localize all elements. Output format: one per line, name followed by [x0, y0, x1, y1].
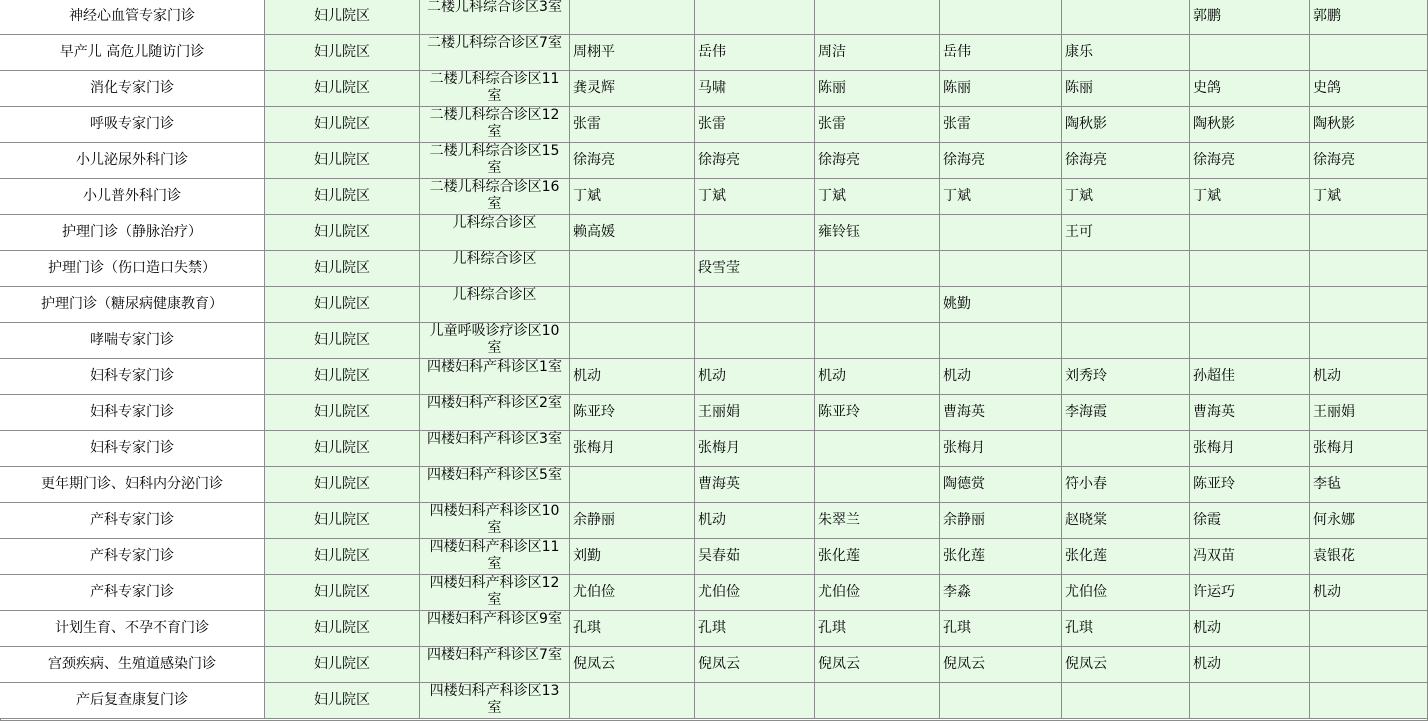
doctor-cell[interactable]: 徐海亮	[815, 143, 940, 179]
clinic-name-cell[interactable]: 更年期门诊、妇科内分泌门诊	[0, 467, 265, 503]
table-row	[0, 503, 1428, 539]
table-row	[0, 611, 1428, 647]
doctor-cell[interactable]: 马啸	[695, 71, 815, 107]
doctor-cell[interactable]: 陈丽	[1062, 71, 1190, 107]
doctor-cell[interactable]	[1310, 611, 1428, 647]
table-row	[0, 539, 1428, 575]
doctor-cell[interactable]: 王可	[1062, 215, 1190, 251]
clinic-name-cell[interactable]: 小儿普外科门诊	[0, 179, 265, 215]
room-cell[interactable]: 二楼儿科综合诊区7室	[420, 35, 570, 71]
table-row	[0, 431, 1428, 467]
campus-cell[interactable]: 妇儿院区	[265, 179, 420, 215]
doctor-cell[interactable]: 张梅月	[695, 431, 815, 467]
room-cell[interactable]: 二楼儿科综合诊区11室	[420, 71, 570, 107]
doctor-cell[interactable]	[815, 323, 940, 359]
doctor-cell[interactable]: 徐海亮	[695, 143, 815, 179]
doctor-cell[interactable]: 倪凤云	[695, 647, 815, 683]
doctor-cell[interactable]: 史鸽	[1190, 71, 1310, 107]
table-row	[0, 251, 1428, 287]
doctor-cell[interactable]	[1190, 251, 1310, 287]
room-cell[interactable]: 儿科综合诊区	[420, 251, 570, 287]
doctor-cell[interactable]	[1190, 35, 1310, 71]
table-row	[0, 395, 1428, 431]
doctor-cell[interactable]: 徐海亮	[1310, 143, 1428, 179]
doctor-cell[interactable]: 姚勤	[940, 287, 1062, 323]
doctor-cell[interactable]: 倪凤云	[940, 647, 1062, 683]
room-cell[interactable]: 儿童呼吸诊疗诊区10室	[420, 323, 570, 359]
campus-cell[interactable]: 妇儿院区	[265, 287, 420, 323]
doctor-cell[interactable]: 尤伯俭	[1062, 575, 1190, 611]
doctor-cell[interactable]: 张化莲	[815, 539, 940, 575]
doctor-cell[interactable]: 孙超佳	[1190, 359, 1310, 395]
doctor-cell[interactable]: 郭鹏	[1190, 0, 1310, 35]
doctor-cell[interactable]: 张化莲	[1062, 539, 1190, 575]
clinic-name-cell[interactable]: 哮喘专家门诊	[0, 323, 265, 359]
campus-cell[interactable]: 妇儿院区	[265, 575, 420, 611]
room-cell[interactable]: 四楼妇科产科诊区5室	[420, 467, 570, 503]
doctor-cell[interactable]: 袁银花	[1310, 539, 1428, 575]
doctor-cell[interactable]	[570, 287, 695, 323]
campus-cell[interactable]: 妇儿院区	[265, 431, 420, 467]
doctor-cell[interactable]: 段雪莹	[695, 251, 815, 287]
room-cell[interactable]: 儿科综合诊区	[420, 215, 570, 251]
campus-cell[interactable]: 妇儿院区	[265, 611, 420, 647]
campus-cell[interactable]: 妇儿院区	[265, 395, 420, 431]
doctor-cell[interactable]: 周栩平	[570, 35, 695, 71]
doctor-cell[interactable]: 尤伯俭	[695, 575, 815, 611]
room-cell[interactable]: 四楼妇科产科诊区2室	[420, 395, 570, 431]
doctor-cell[interactable]: 倪凤云	[815, 647, 940, 683]
doctor-cell[interactable]: 岳伟	[695, 35, 815, 71]
doctor-cell[interactable]: 徐海亮	[570, 143, 695, 179]
doctor-cell[interactable]: 徐霞	[1190, 503, 1310, 539]
doctor-cell[interactable]	[815, 683, 940, 719]
clinic-name-cell[interactable]: 护理门诊（糖尿病健康教育）	[0, 287, 265, 323]
campus-cell[interactable]: 妇儿院区	[265, 539, 420, 575]
doctor-cell[interactable]	[1310, 215, 1428, 251]
doctor-cell[interactable]	[695, 323, 815, 359]
doctor-cell[interactable]: 张梅月	[1190, 431, 1310, 467]
doctor-cell[interactable]: 余静丽	[570, 503, 695, 539]
doctor-cell[interactable]	[695, 683, 815, 719]
doctor-cell[interactable]: 余静丽	[940, 503, 1062, 539]
doctor-cell[interactable]: 张雷	[815, 107, 940, 143]
table-row	[0, 179, 1428, 215]
doctor-cell[interactable]	[1062, 251, 1190, 287]
clinic-name-cell[interactable]: 消化专家门诊	[0, 71, 265, 107]
clinic-name-cell[interactable]: 计划生育、不孕不育门诊	[0, 611, 265, 647]
doctor-cell[interactable]	[1310, 323, 1428, 359]
clinic-name-cell[interactable]: 小儿泌尿外科门诊	[0, 143, 265, 179]
doctor-cell[interactable]: 孔琪	[815, 611, 940, 647]
doctor-cell[interactable]: 陶秋影	[1190, 107, 1310, 143]
clinic-name-cell[interactable]: 产科专家门诊	[0, 539, 265, 575]
doctor-cell[interactable]	[1310, 287, 1428, 323]
room-cell[interactable]: 二楼儿科综合诊区15室	[420, 143, 570, 179]
table-row	[0, 35, 1428, 71]
doctor-cell[interactable]: 李淼	[940, 575, 1062, 611]
doctor-cell[interactable]: 机动	[695, 503, 815, 539]
doctor-cell[interactable]	[1310, 35, 1428, 71]
doctor-cell[interactable]	[1190, 683, 1310, 719]
clinic-name-cell[interactable]: 护理门诊（静脉治疗）	[0, 215, 265, 251]
room-cell[interactable]: 四楼妇科产科诊区7室	[420, 647, 570, 683]
clinic-name-cell[interactable]: 宫颈疾病、生殖道感染门诊	[0, 647, 265, 683]
doctor-cell[interactable]: 机动	[940, 359, 1062, 395]
doctor-cell[interactable]: 许运巧	[1190, 575, 1310, 611]
doctor-cell[interactable]: 曹海英	[695, 467, 815, 503]
room-cell[interactable]: 四楼妇科产科诊区11室	[420, 539, 570, 575]
table-row	[0, 647, 1428, 683]
doctor-cell[interactable]: 机动	[815, 359, 940, 395]
doctor-cell[interactable]: 徐海亮	[1062, 143, 1190, 179]
doctor-cell[interactable]	[815, 0, 940, 35]
doctor-cell[interactable]: 赵晓棠	[1062, 503, 1190, 539]
table-row	[0, 359, 1428, 395]
doctor-cell[interactable]: 周洁	[815, 35, 940, 71]
doctor-cell[interactable]: 冯双苗	[1190, 539, 1310, 575]
doctor-cell[interactable]: 丁斌	[1190, 179, 1310, 215]
doctor-cell[interactable]: 刘勤	[570, 539, 695, 575]
clinic-name-cell[interactable]: 产科专家门诊	[0, 575, 265, 611]
room-cell[interactable]: 四楼妇科产科诊区10室	[420, 503, 570, 539]
doctor-cell[interactable]	[570, 683, 695, 719]
clinic-name-cell[interactable]: 神经心血管专家门诊	[0, 0, 265, 35]
doctor-cell[interactable]: 孔琪	[570, 611, 695, 647]
room-cell[interactable]: 四楼妇科产科诊区13室	[420, 683, 570, 719]
doctor-cell[interactable]: 陈亚玲	[570, 395, 695, 431]
doctor-cell[interactable]: 丁斌	[570, 179, 695, 215]
doctor-cell[interactable]: 陈丽	[815, 71, 940, 107]
table-row	[0, 71, 1428, 107]
doctor-cell[interactable]: 徐海亮	[940, 143, 1062, 179]
campus-cell[interactable]: 妇儿院区	[265, 215, 420, 251]
doctor-cell[interactable]: 尤伯俭	[815, 575, 940, 611]
doctor-cell[interactable]: 丁斌	[695, 179, 815, 215]
room-cell[interactable]: 二楼儿科综合诊区3室	[420, 0, 570, 35]
doctor-cell[interactable]: 朱翠兰	[815, 503, 940, 539]
doctor-cell[interactable]: 康乐	[1062, 35, 1190, 71]
doctor-cell[interactable]	[1062, 287, 1190, 323]
clinic-name-cell[interactable]: 妇科专家门诊	[0, 395, 265, 431]
doctor-cell[interactable]	[815, 251, 940, 287]
doctor-cell[interactable]	[695, 0, 815, 35]
doctor-cell[interactable]: 岳伟	[940, 35, 1062, 71]
doctor-cell[interactable]: 机动	[1310, 575, 1428, 611]
room-cell[interactable]: 四楼妇科产科诊区9室	[420, 611, 570, 647]
table-row	[0, 143, 1428, 179]
campus-cell[interactable]: 妇儿院区	[265, 251, 420, 287]
doctor-cell[interactable]: 丁斌	[1310, 179, 1428, 215]
doctor-cell[interactable]: 张雷	[695, 107, 815, 143]
doctor-cell[interactable]: 王丽娟	[695, 395, 815, 431]
doctor-cell[interactable]: 倪凤云	[1062, 647, 1190, 683]
doctor-cell[interactable]: 陶秋影	[1310, 107, 1428, 143]
doctor-cell[interactable]: 何永娜	[1310, 503, 1428, 539]
doctor-cell[interactable]: 机动	[570, 359, 695, 395]
room-cell[interactable]: 二楼儿科综合诊区12室	[420, 107, 570, 143]
doctor-cell[interactable]	[815, 467, 940, 503]
doctor-cell[interactable]: 倪凤云	[570, 647, 695, 683]
doctor-cell[interactable]	[1062, 323, 1190, 359]
table-row	[0, 323, 1428, 359]
doctor-cell[interactable]: 龚灵辉	[570, 71, 695, 107]
doctor-cell[interactable]: 李海霞	[1062, 395, 1190, 431]
doctor-cell[interactable]: 机动	[1190, 647, 1310, 683]
table-row	[0, 683, 1428, 719]
campus-cell[interactable]: 妇儿院区	[265, 323, 420, 359]
doctor-cell[interactable]	[1310, 251, 1428, 287]
doctor-cell[interactable]	[1310, 683, 1428, 719]
doctor-cell[interactable]: 陈亚玲	[1190, 467, 1310, 503]
doctor-cell[interactable]	[695, 215, 815, 251]
doctor-cell[interactable]: 张梅月	[570, 431, 695, 467]
doctor-cell[interactable]: 丁斌	[1062, 179, 1190, 215]
doctor-cell[interactable]: 徐海亮	[1190, 143, 1310, 179]
campus-cell[interactable]: 妇儿院区	[265, 71, 420, 107]
doctor-cell[interactable]: 王丽娟	[1310, 395, 1428, 431]
doctor-cell[interactable]: 陶德赏	[940, 467, 1062, 503]
doctor-cell[interactable]	[940, 215, 1062, 251]
campus-cell[interactable]: 妇儿院区	[265, 503, 420, 539]
room-cell[interactable]: 儿科综合诊区	[420, 287, 570, 323]
doctor-cell[interactable]	[570, 251, 695, 287]
room-cell[interactable]: 四楼妇科产科诊区3室	[420, 431, 570, 467]
doctor-cell[interactable]: 李毡	[1310, 467, 1428, 503]
campus-cell[interactable]: 妇儿院区	[265, 143, 420, 179]
doctor-cell[interactable]	[1310, 647, 1428, 683]
doctor-cell[interactable]: 张化莲	[940, 539, 1062, 575]
clinic-name-cell[interactable]: 妇科专家门诊	[0, 431, 265, 467]
clinic-name-cell[interactable]: 产后复查康复门诊	[0, 683, 265, 719]
table-row	[0, 287, 1428, 323]
doctor-cell[interactable]: 陈亚玲	[815, 395, 940, 431]
clinic-name-cell[interactable]: 呼吸专家门诊	[0, 107, 265, 143]
doctor-cell[interactable]: 陶秋影	[1062, 107, 1190, 143]
doctor-cell[interactable]: 张梅月	[1310, 431, 1428, 467]
doctor-cell[interactable]	[695, 287, 815, 323]
doctor-cell[interactable]: 机动	[695, 359, 815, 395]
doctor-cell[interactable]	[570, 0, 695, 35]
doctor-cell[interactable]: 曹海英	[1190, 395, 1310, 431]
campus-cell[interactable]: 妇儿院区	[265, 647, 420, 683]
table-row	[0, 107, 1428, 143]
doctor-cell[interactable]: 曹海英	[940, 395, 1062, 431]
doctor-cell[interactable]: 张雷	[570, 107, 695, 143]
campus-cell[interactable]: 妇儿院区	[265, 0, 420, 35]
doctor-cell[interactable]	[815, 431, 940, 467]
doctor-cell[interactable]	[940, 683, 1062, 719]
doctor-cell[interactable]: 孔琪	[695, 611, 815, 647]
room-cell[interactable]: 四楼妇科产科诊区12室	[420, 575, 570, 611]
campus-cell[interactable]: 妇儿院区	[265, 107, 420, 143]
doctor-cell[interactable]: 丁斌	[815, 179, 940, 215]
doctor-cell[interactable]: 赖高媛	[570, 215, 695, 251]
campus-cell[interactable]: 妇儿院区	[265, 467, 420, 503]
campus-cell[interactable]: 妇儿院区	[265, 35, 420, 71]
doctor-cell[interactable]: 刘秀玲	[1062, 359, 1190, 395]
clinic-name-cell[interactable]: 护理门诊（伤口造口失禁）	[0, 251, 265, 287]
doctor-cell[interactable]: 丁斌	[940, 179, 1062, 215]
campus-cell[interactable]: 妇儿院区	[265, 683, 420, 719]
doctor-cell[interactable]: 吴春茹	[695, 539, 815, 575]
clinic-name-cell[interactable]: 早产儿 高危儿随访门诊	[0, 35, 265, 71]
doctor-cell[interactable]	[1062, 0, 1190, 35]
table-row	[0, 215, 1428, 251]
doctor-cell[interactable]	[815, 287, 940, 323]
doctor-cell[interactable]	[1190, 215, 1310, 251]
doctor-cell[interactable]	[940, 251, 1062, 287]
room-cell[interactable]: 四楼妇科产科诊区1室	[420, 359, 570, 395]
doctor-cell[interactable]: 雍铃钰	[815, 215, 940, 251]
doctor-cell[interactable]	[1190, 323, 1310, 359]
doctor-cell[interactable]: 陈丽	[940, 71, 1062, 107]
doctor-cell[interactable]: 张雷	[940, 107, 1062, 143]
clinic-name-cell[interactable]: 妇科专家门诊	[0, 359, 265, 395]
doctor-cell[interactable]: 孔琪	[1062, 611, 1190, 647]
doctor-cell[interactable]: 郭鹏	[1310, 0, 1428, 35]
doctor-cell[interactable]	[570, 323, 695, 359]
doctor-cell[interactable]	[1062, 431, 1190, 467]
room-cell[interactable]: 二楼儿科综合诊区16室	[420, 179, 570, 215]
doctor-cell[interactable]	[1190, 287, 1310, 323]
doctor-cell[interactable]: 孔琪	[940, 611, 1062, 647]
doctor-cell[interactable]: 机动	[1310, 359, 1428, 395]
doctor-cell[interactable]: 符小春	[1062, 467, 1190, 503]
table-row	[0, 575, 1428, 611]
doctor-cell[interactable]: 机动	[1190, 611, 1310, 647]
doctor-cell[interactable]	[940, 323, 1062, 359]
doctor-cell[interactable]: 张梅月	[940, 431, 1062, 467]
table-row	[0, 0, 1428, 35]
clinic-name-cell[interactable]: 产科专家门诊	[0, 503, 265, 539]
doctor-cell[interactable]: 史鸽	[1310, 71, 1428, 107]
doctor-cell[interactable]	[1062, 683, 1190, 719]
doctor-cell[interactable]	[570, 467, 695, 503]
doctor-cell[interactable]	[940, 0, 1062, 35]
table-row	[0, 467, 1428, 503]
doctor-cell[interactable]: 尤伯俭	[570, 575, 695, 611]
campus-cell[interactable]: 妇儿院区	[265, 359, 420, 395]
